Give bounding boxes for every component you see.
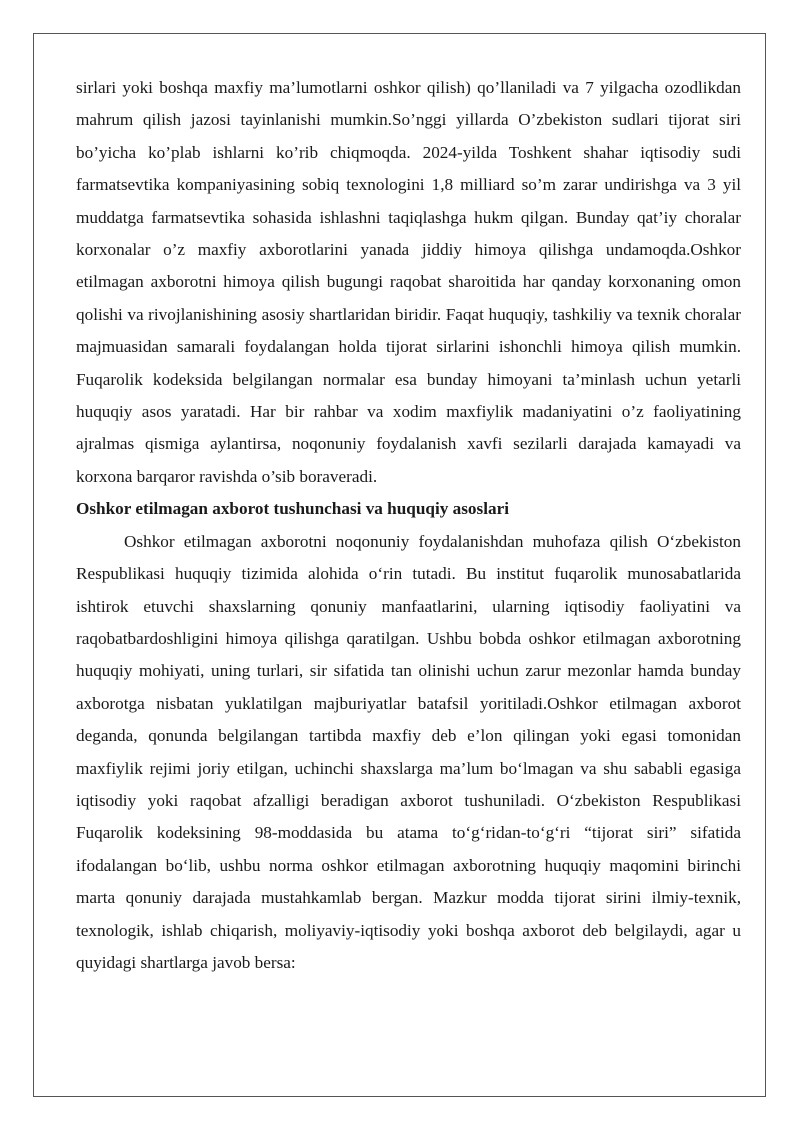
body-paragraph-continuation: sirlari yoki boshqa maxfiy ma’lumotlarni oshkor qilish) qo’llaniladi va 7 yilgacha ozodlikdan mahrum qilish jazosi tayinlanishi mumkin.So’nggi yillarda O’zbekiston sudlari tijorat siri bo’yicha ko’plab ishlarni ko’rib chiqmoqda. 2024-yilda Toshkent shahar iqtisodiy sudi farmatsevtika kompaniyasining sobiq texnologini 1,8 milliard so’m zarar undirishga va 3 yil muddatga farmatsevtika sohasida ishlashni taqiqlashga hukm qilgan. Bunday qat’iy choralar korxonalar o’z maxfiy axborotlarini yanada jiddiy himoya qilishga undamoqda.Oshkor etilmagan axborotni himoya qilish bugungi raqobat sharoitida har qanday korxonaning omon qolishi va rivojlanishining asosiy shartlaridan biridir. Faqat huquqiy, tashkiliy va texnik choralar majmuasidan samarali foydalangan holda tijorat sirlarini ishonchli himoya qilish mumkin. Fuqarolik kodeksida belgilangan normalar esa bunday himoyani ta’minlash uchun yetarli huquqiy asos yaratadi. Har bir rahbar va xodim maxfiylik madaniyatini o’z faoliyatining ajralmas qismiga aylantirsa, noqonuniy foydalanish xavfi sezilarli darajada kamayadi va korxona barqaror ravishda o’sib boraveradi. (76, 78, 741, 486)
body-paragraph-section-intro: Oshkor etilmagan axborotni noqonuniy foydalanishdan muhofaza qilish O‘zbekiston Respublikasi huquqiy tizimida alohida o‘rin tutadi. Bu institut fuqarolik munosabatlarida ishtirok etuvchi shaxslarning qonuniy manfaatlarini, ularning iqtisodiy faoliyatini va raqobatbardoshligini himoya qilishga qaratilgan. Ushbu bobda oshkor etilmagan axborotning huquqiy mohiyati, uning turlari, sir sifatida tan olinishi uchun zarur mezonlar hamda bunday axborotga nisbatan yuklatilgan majburiyatlar batafsil yoritiladi.Oshkor etilmagan axborot deganda, qonunda belgilangan tartibda maxfiy deb e’lon qilingan yoki egasi tomonidan maxfiylik rejimi joriy etilgan, uchinchi shaxslarga ma’lum bo‘lmagan va shu sababli egasiga iqtisodiy yoki raqobat afzalligi beradigan axborot tushuniladi. O‘zbekiston Respublikasi Fuqarolik kodeksining 98-moddasida bu atama to‘g‘ridan-to‘g‘ri “tijorat siri” sifatida ifodalangan bo‘lib, ushbu norma oshkor etilmagan axborotning huquqiy maqomini birinchi marta qonuniy darajada mustahkamlab bergan. Mazkur modda tijorat sirini ilmiy-texnik, texnologik, ishlab chiqarish, moliyaviy-iqtisodiy yoki boshqa axborot deb belgilaydi, agar u quyidagi shartlarga javob bersa: (76, 531, 741, 972)
section-heading: Oshkor etilmagan axborot tushunchasi va huquqiy asoslari (76, 499, 509, 519)
document-body (76, 72, 741, 979)
